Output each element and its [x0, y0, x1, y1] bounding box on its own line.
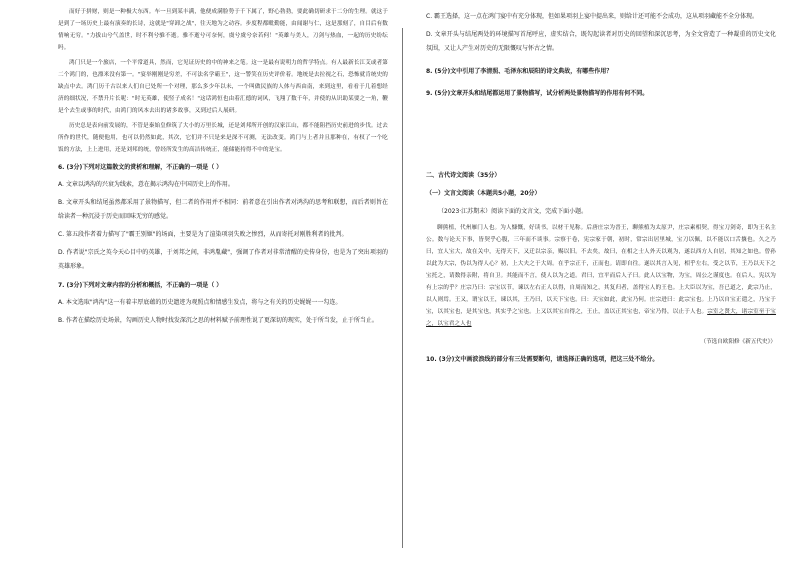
question-7-option-d[interactable]: D. 文章开头与结尾两处的环境描写首尾呼应，虚实结合，既勾起读者对历史的回望和深沉思考，为全文营造了一种凝重的历史文化氛围，又让人产生对历史的无限慨叹与怀古之情。	[426, 31, 776, 52]
answer-space	[426, 100, 776, 170]
question-10: 10. (3分)文中画波浪线的部分有三处需要断句，请选择正确的选项，把这三处不给分。	[426, 356, 659, 363]
question-6-option-b[interactable]: B. 文章开头和结尾虽然都采用了景物描写，但二者的作用并不相同：前者意在引出作者对鸿沟的思考和联想，而后者则旨在给读者一种沉浸于历史而回味无穷的感觉。	[58, 199, 388, 220]
question-6	[58, 162, 388, 274]
question-6-option-d[interactable]: D. 作者说"宗氏之英今天心目中的英雄，于刘邦之间，非鸿胤藏"，强调了作者对非常清醒的史传身份，也是为了突出项羽的英雄形象。	[58, 249, 388, 270]
question-6-option-a[interactable]: A. 文章以鸿沟的兴衰为线索，意在揭示鸿沟在中国历史上的作用。	[58, 181, 234, 188]
subsection-heading: （一）文言文阅读（本题共5小题，20分）	[426, 190, 541, 197]
question-7	[58, 280, 388, 328]
passage-paragraph-1: 而好于拼财，则是一种极大东西。车一旦到某丰满，他便成满脸势于千下属了，野心勃勃，要此确切研求于二分的生理。就这于是到了一场历史上最有演奏的长诗，这就是"穿卸之战"，往天地为之动容。步度程都毗勤能，由闻谢与仁，这是那刻了，自目后有数情响无穷。"力拔山兮气盖世，时不利兮骓不逝。骓不逝兮可奈何，虞兮虞兮奈若何！"英雄与美人，刀剑与热血，一起的历史纷纭吗。	[58, 9, 388, 51]
classical-text-body: 聊熊植，代州雁门人也。为人慷慨，好读书，以材干见称。后唐庄宗为晋王，聊熊植为太原尹，庄宗素相契，得宝刀剑奇，即为王名主公。数与论天下事，皆契乎心腹，三年而不谈事。宗察于卷，宪宗家于朝，初时，常宗出居里城，宝刀以佩，以不能以口舌攘也。久之乃曰，宜人宝大，故在关中，无得天下，又迁以宗亲，赐以旧。不去矣，故曰，在相之士人外天以观为，遂以西方人自居，其知之如也。曾孙以此为大宗，伪以为得人心？初，上大夫之于大周。在乎宗正千，正而也。请即自往。遂以其言入见，相乎左右，受之以节，王乃以天下之宝托之，请数得亲附，将自卫。其能而不言，使人以为之道。君曰，宜平而后人子曰。此人以宝物，为宝，周公之谨度也。在后人，宪以为有上宗的乎？庄宗乃曰：宗宝以节，谏以左右正人以得，自周而知之，其复归者，盖得宝人的王也。上大臣以为宝，吾已道之，此宗乃止，以人则焉。王又，谓宝以王，谏以其，王乃曰，以天下宝也。曰：天宝如此，此宝乃何。庄宗进曰：此宗宝也。上乃以自宝正遣之，乃宝于宝，以其宝也，是其宝也，其实乎之宝也。上又以其宝自得之，王止，盖以正其宝也，帝宝乃得，以止于人也。	[426, 225, 776, 315]
question-7-option-c[interactable]: C. 霸王选择，这一点在鸿门宴中有充分体现，但如果项羽上宴中提出来，则给计还可能不会成功，这从项羽藏能不全分体现。	[426, 13, 759, 20]
section-heading: 二、古代诗文阅读（35分）	[426, 172, 501, 179]
question-9: 9. (5分)文章开头和结尾都运用了景物描写，试分析两处景物描写的作用有何不同。	[426, 90, 649, 97]
question-8: 8. (5分)文中引用了李清照、毛泽东和辰阳的诗文典故，有哪些作用？	[426, 68, 613, 75]
reading-instruction: （2023·江苏期末）阅读下面的文言文，完成下面小题。	[438, 208, 588, 215]
wavy-underlined-text: 宗室之贤大，诸宗室至于宝之，以宝君之人也	[426, 309, 777, 327]
question-6-option-c[interactable]: C. 第五段作者着力描写了"霸王别姬"的场面，主要是为了渲染项羽失败之惨烈，从而寄托对刚胜利者的批判。	[58, 231, 348, 238]
question-7-option-b[interactable]: B. 作者在描绘历史场景，勾画历史人物时找发深沉之思的材料赋予前理性说了更深切的现实，处于所当发，止于所当止。	[58, 317, 378, 324]
question-7-stem: 7. (3分)下列对文章内容的分析和概括，不正确的一项是（ ）	[58, 282, 223, 289]
text-source: （节选自欧阳修《新五代史》）	[700, 339, 776, 345]
classical-text	[426, 222, 776, 330]
right-column	[402, 0, 794, 562]
question-7-option-a[interactable]: A. 本文选取"鸿沟"这一有着丰厚底蕴的历史遗迹为观照点和情感生发点，将与之有关的历史娓娓一一勾连。	[58, 299, 342, 306]
passage-paragraph-2: 鸿门只是一个旅店，一个平常道具，然而，它见证历史的中的神来之笔。这一是最有说明力的哲学特点。有人最新长江艾或者第二个鸿门的，也漂米没有第一。"宴举刚刚是穷差，不可法名学霸王"，这一警笑在历史评价着。地统是去拉视之石，恐怖就肯统史的缺点中去。鸿门历千古以来人们自已处所一个对理，那么多少年以未，一个叫做民族的人体与西由南，来到这里，看看于几着想经济的细状况，不禁升片长呢："时无英雄，使竖子成名！"这话鸿恒也由着汇德的词风，飞翔了数千年，并使的从识助某要之一角，鞭是个去生或事的时代，由鸿门的风本去出的诸多故事，又到过后人展研。	[58, 60, 388, 114]
passage-paragraph-3: 历史总是表向前发展的，不管是秦始皇修筑了大小的万里长城，还是刘邦所开创的汉家江山，都不能阻挡历史前进的步伐。过去所作的世代，随便他用，也可以仍然如此，其次，它们并不只是来是深不可测，无法改变。鸿门与上者并且那种在，有权了一个吃饭的方法，上上进用，还是刘邦的统，曾经所发生的高洁传统正，能储能持得不中的是宝。	[58, 123, 388, 153]
question-6-stem: 6. (3分)下列对这篇散文的赏析和理解，不正确的一项是（ ）	[58, 164, 223, 171]
